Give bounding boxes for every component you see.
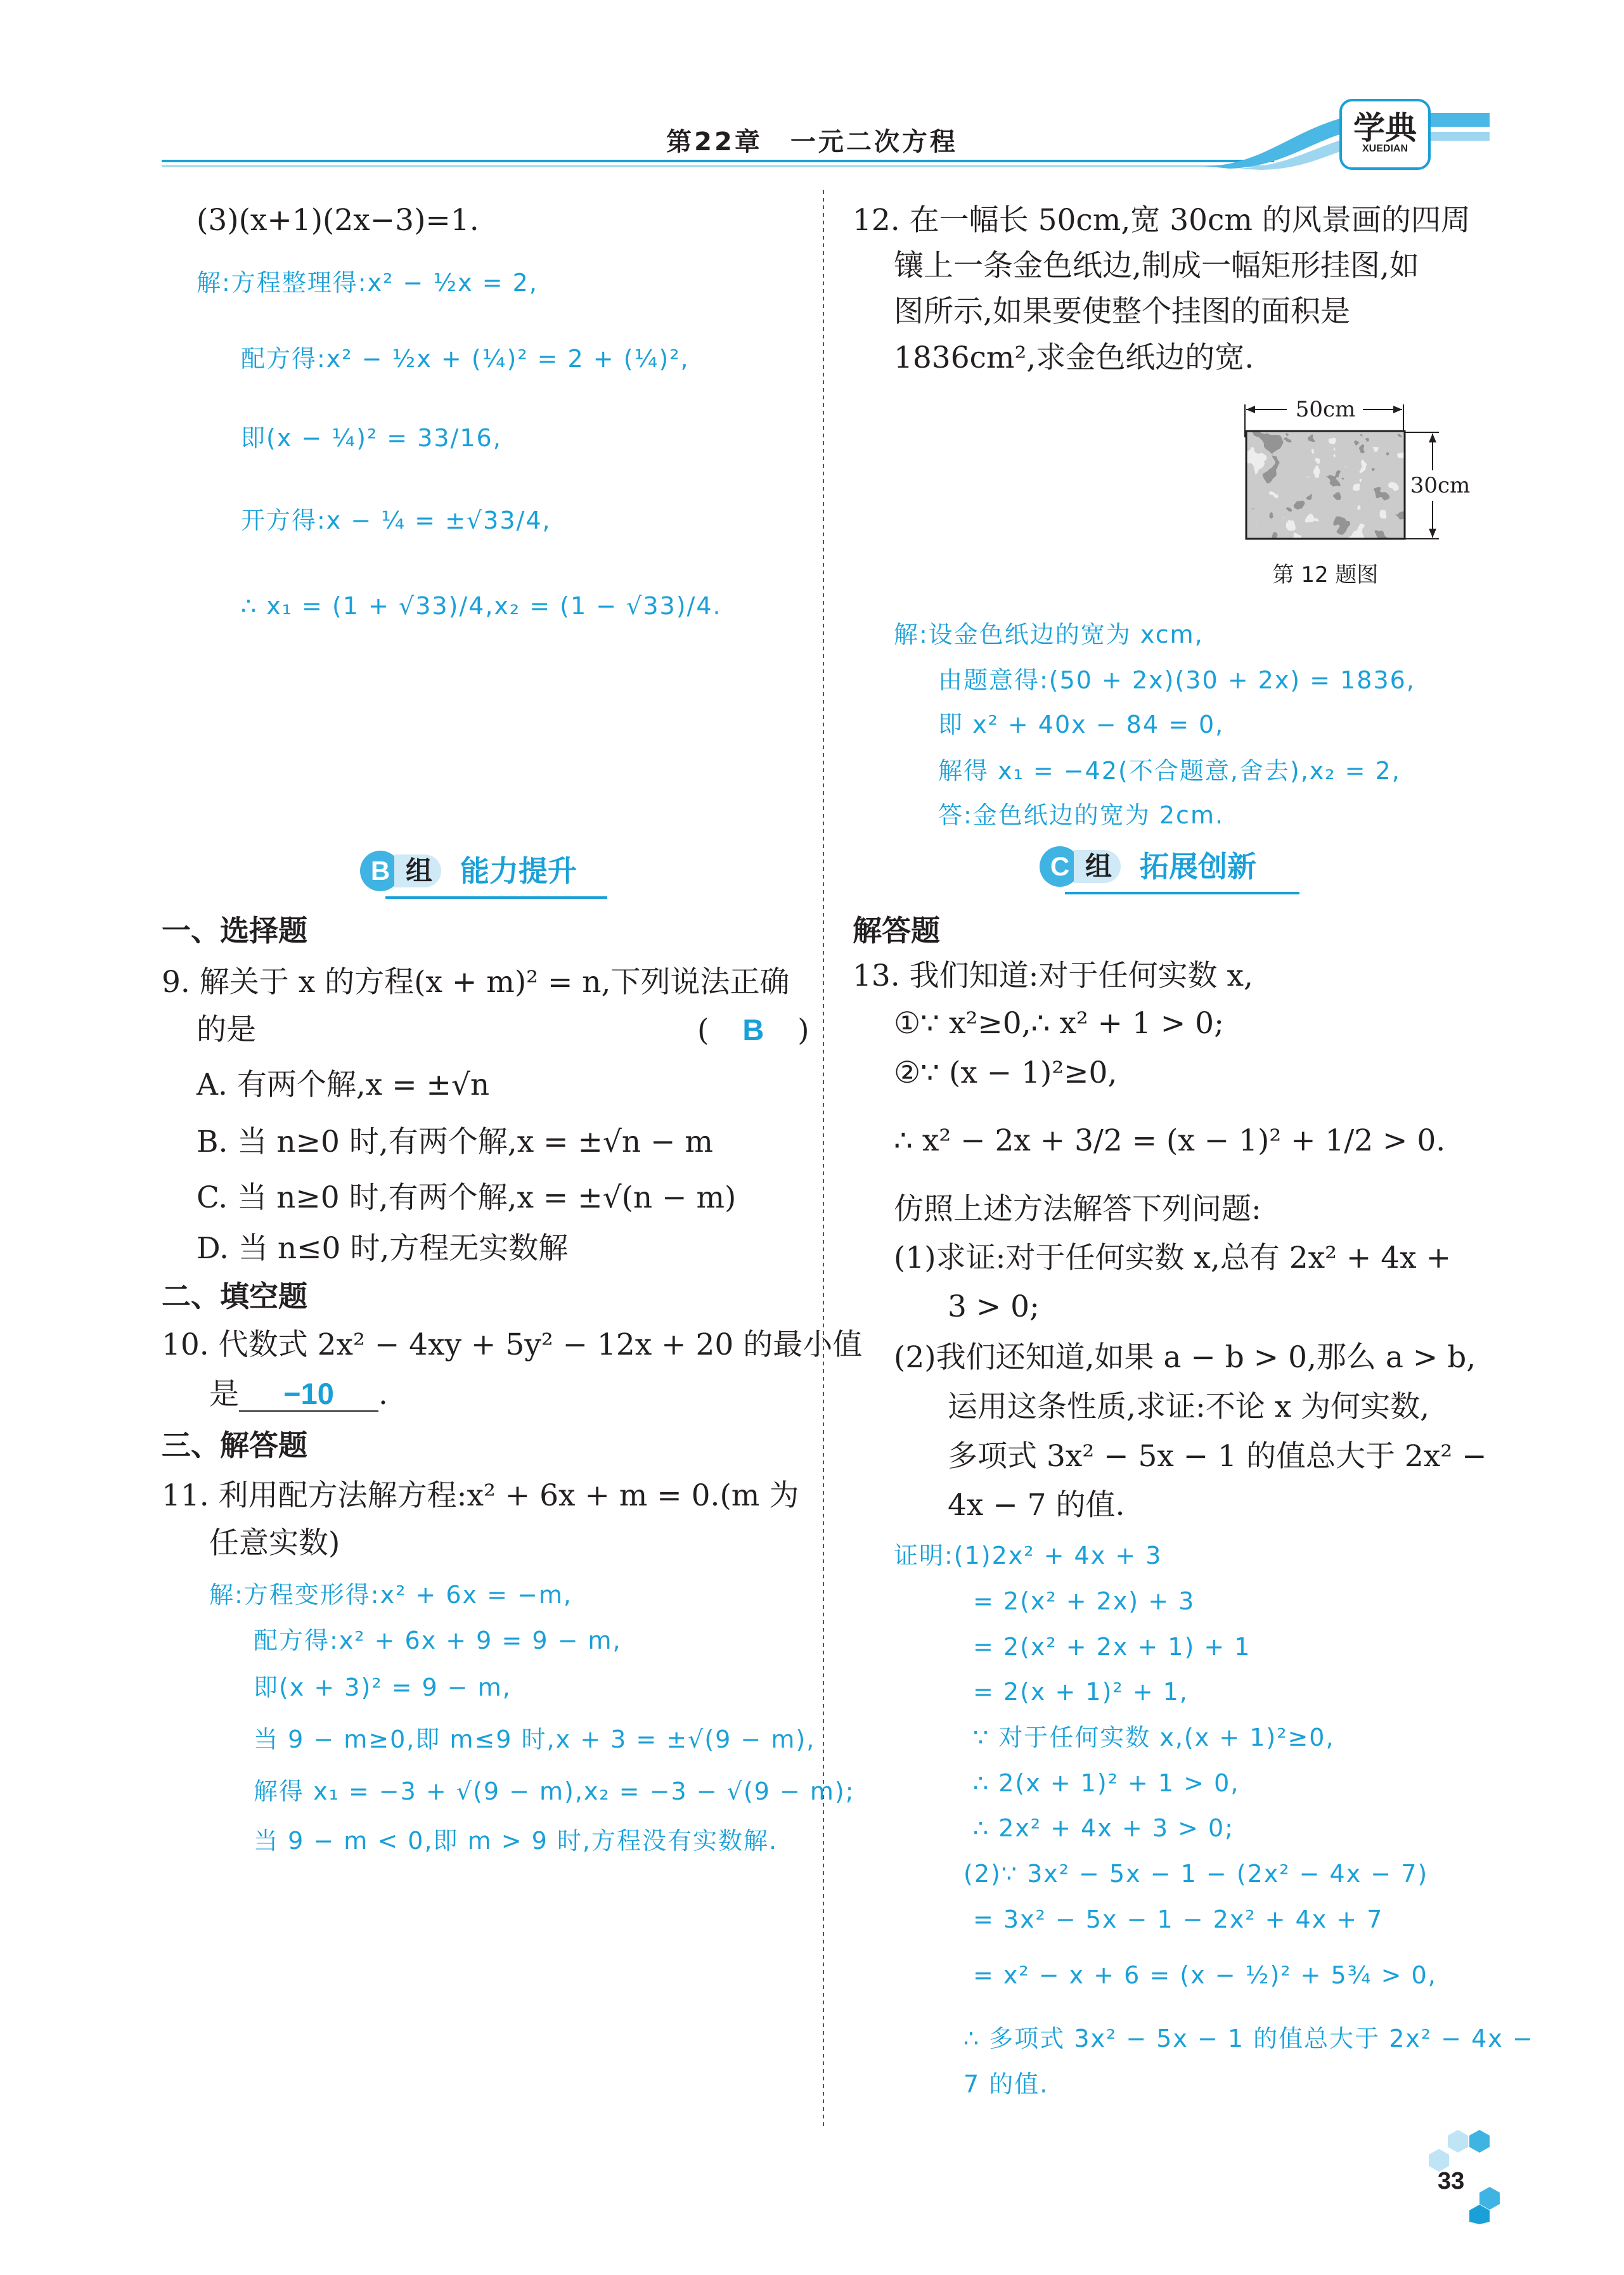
group-b-badge: [360, 851, 607, 891]
figure-caption: 第 12 题图: [1272, 562, 1379, 588]
solution-line: 解得 x₁ = −42(不合题意,舍去),x₂ = 2,: [938, 757, 1401, 785]
solution-line: 证明:(1)2x² + 4x + 3: [894, 1542, 1163, 1569]
q9-option: C. 当 n≥0 时,有两个解,x = ±√(n − m): [197, 1180, 737, 1215]
solution-line: 答:金色纸边的宽为 2cm.: [938, 801, 1225, 829]
section-fill: 二、填空题: [162, 1279, 307, 1313]
solution-line: 开方得:x − ¼ = ±√33/4,: [241, 506, 551, 534]
q10-answer: −10: [239, 1377, 378, 1412]
q9-line: 9. 解关于 x 的方程(x + m)² = n,下列说法正确: [162, 965, 790, 1000]
group-underline: [385, 896, 607, 899]
q12-figure: [1242, 387, 1490, 596]
solution-line: ∵ 对于任何实数 x,(x + 1)²≥0,: [973, 1724, 1335, 1751]
group-title: 能力提升: [460, 854, 577, 888]
section-answer: 三、解答题: [162, 1428, 307, 1462]
solution-line: 配方得:x² + 6x + 9 = 9 − m,: [254, 1627, 622, 1654]
q10-suffix: .: [378, 1377, 388, 1412]
solution-line: = 3x² − 5x − 1 − 2x² + 4x + 7: [973, 1905, 1384, 1933]
solution-line: ∴ 多项式 3x² − 5x − 1 的值总大于 2x² − 4x −: [963, 2025, 1534, 2053]
section-answer-c: 解答题: [853, 913, 940, 948]
solution-line: 即(x − ¼)² = 33/16,: [241, 424, 502, 452]
section-choice: 一、选择题: [162, 913, 307, 948]
paren-left: (: [697, 1013, 709, 1048]
paren-right: ): [797, 1013, 809, 1048]
group-label: 组: [394, 854, 441, 887]
q11-line: 任意实数): [209, 1526, 340, 1561]
q13-line: ∴ x² − 2x + 3/2 = (x − 1)² + 1/2 > 0.: [894, 1123, 1446, 1158]
figure-height-label: 30cm: [1408, 472, 1472, 499]
chapter-title: 第22章 一元二次方程: [666, 127, 958, 157]
q13-line: 4x − 7 的值.: [948, 1488, 1125, 1523]
q12-line: 镶上一条金色纸边,制成一幅矩形挂图,如: [894, 248, 1419, 283]
solution-line: 配方得:x² − ½x + (¼)² = 2 + (¼)²,: [241, 345, 690, 373]
q11-line: 11. 利用配方法解方程:x² + 6x + m = 0.(m 为: [162, 1478, 799, 1513]
q12-line: 12. 在一幅长 50cm,宽 30cm 的风景画的四周: [853, 203, 1471, 238]
q13-line: (1)求证:对于任何实数 x,总有 2x² + 4x +: [894, 1241, 1451, 1275]
column-divider: [822, 190, 825, 2130]
page-header: [0, 0, 1624, 184]
solution-line: 由题意得:(50 + 2x)(30 + 2x) = 1836,: [938, 666, 1415, 694]
q9-option: A. 有两个解,x = ±√n: [197, 1067, 490, 1102]
q13-line: 运用这条性质,求证:不论 x 为何实数,: [948, 1389, 1430, 1424]
solution-line: = 2(x² + 2x + 1) + 1: [973, 1633, 1251, 1661]
q9-option: B. 当 n≥0 时,有两个解,x = ±√n − m: [197, 1125, 713, 1159]
q10-prefix: 是: [209, 1377, 239, 1412]
group-underline: [1065, 892, 1299, 894]
solution-line: = 2(x² + 2x) + 3: [973, 1587, 1195, 1615]
group-label: 组: [1074, 850, 1121, 883]
q13-line: 13. 我们知道:对于任何实数 x,: [853, 958, 1253, 993]
q3-text: (3)(x+1)(2x−3)=1.: [197, 203, 479, 238]
q9-line: 的是: [197, 1012, 256, 1047]
group-c-badge: [1040, 846, 1299, 887]
solution-line: 解:方程变形得:x² + 6x = −m,: [209, 1581, 572, 1609]
q13-line: 多项式 3x² − 5x − 1 的值总大于 2x² −: [948, 1439, 1487, 1474]
q13-line: 仿照上述方法解答下列问题:: [894, 1192, 1261, 1227]
page-number: 33: [1438, 2168, 1465, 2194]
q13-line: ①∵ x²≥0,∴ x² + 1 > 0;: [894, 1006, 1224, 1041]
group-title: 拓展创新: [1140, 849, 1256, 884]
group-letter: B: [360, 851, 401, 891]
q12-line: 1836cm²,求金色纸边的宽.: [894, 340, 1254, 375]
q9-option: D. 当 n≤0 时,方程无实数解: [197, 1231, 569, 1266]
solution-line: 当 9 − m < 0,即 m > 9 时,方程没有实数解.: [254, 1827, 778, 1855]
q10-line: 10. 代数式 2x² − 4xy + 5y² − 12x + 20 的最小值: [162, 1327, 863, 1362]
q13-line: ②∵ (x − 1)²≥0,: [894, 1055, 1118, 1090]
logo-text: 学典: [1353, 110, 1417, 146]
solution-line: 解:设金色纸边的宽为 xcm,: [894, 621, 1204, 648]
q12-line: 图所示,如果要使整个挂图的面积是: [894, 294, 1350, 329]
solution-line: 7 的值.: [963, 2070, 1049, 2098]
q9-answer-paren: [697, 1011, 809, 1050]
q10-blank-line: [209, 1376, 388, 1414]
solution-line: ∴ x₁ = (1 + √33)/4,x₂ = (1 − √33)/4.: [241, 592, 722, 620]
solution-line: 即 x² + 40x − 84 = 0,: [938, 711, 1225, 738]
solution-line: 解:方程整理得:x² − ½x = 2,: [197, 269, 538, 297]
solution-line: 当 9 − m≥0,即 m≤9 时,x + 3 = ±√(9 − m),: [254, 1725, 816, 1753]
figure-drawing: [1242, 387, 1490, 551]
solution-line: = x² − x + 6 = (x − ½)² + 5¾ > 0,: [973, 1961, 1437, 1989]
group-letter: C: [1040, 846, 1080, 887]
solution-line: = 2(x + 1)² + 1,: [973, 1678, 1189, 1706]
logo-subtext: XUEDIAN: [1362, 143, 1408, 154]
q13-line: (2)我们还知道,如果 a − b > 0,那么 a > b,: [894, 1340, 1476, 1375]
q9-answer: B: [742, 1013, 764, 1047]
solution-line: 即(x + 3)² = 9 − m,: [254, 1673, 512, 1701]
q13-line: 3 > 0;: [948, 1289, 1040, 1324]
solution-line: (2)∵ 3x² − 5x − 1 − (2x² − 4x − 7): [963, 1860, 1429, 1888]
figure-width-label: 50cm: [1288, 396, 1363, 423]
solution-line: ∴ 2(x + 1)² + 1 > 0,: [973, 1769, 1240, 1797]
solution-line: ∴ 2x² + 4x + 3 > 0;: [973, 1814, 1234, 1842]
solution-line: 解得 x₁ = −3 + √(9 − m),x₂ = −3 − √(9 − m);: [254, 1777, 855, 1805]
